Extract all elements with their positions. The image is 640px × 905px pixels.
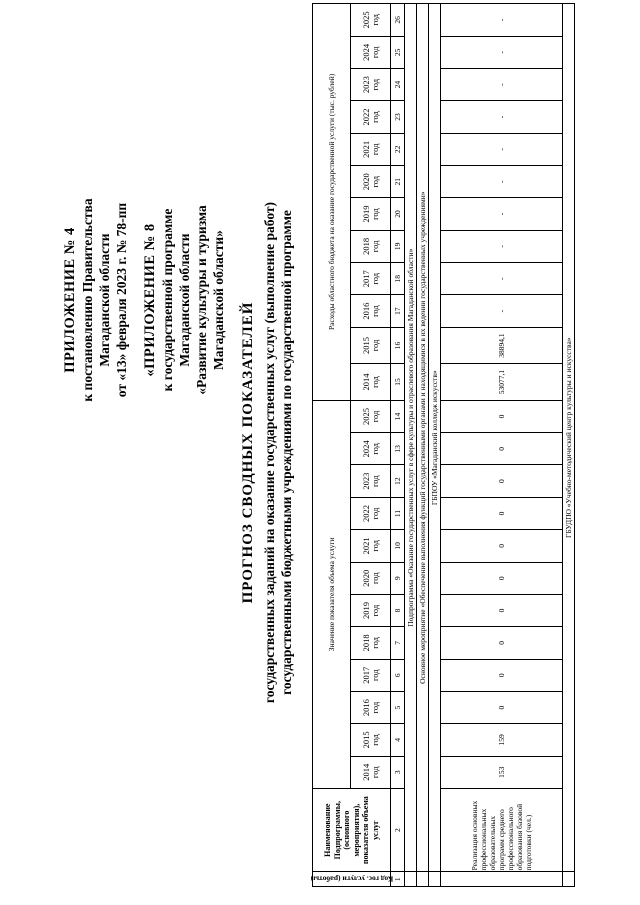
budget-year-header: 2021 год [351, 133, 391, 165]
budget-value: - [441, 198, 563, 230]
budget-year-header: 2020 год [351, 166, 391, 198]
heading-sub: государственными бюджетными учреждениями по государственной программе [279, 210, 294, 695]
institution-row: ГБУДПО «Учебно-методический центр культуры и искусства» [563, 4, 575, 872]
volume-value: 0 [441, 594, 563, 626]
institution-row: ГБПОУ «Магаданский колледж искусств» [429, 4, 441, 872]
indicator-name: Реализация основных профессиональных образовательных программ среднего профессионального образования базовой подготовки (чел.) [441, 788, 563, 871]
volume-year-header: 2017 год [351, 659, 391, 691]
budget-value: 38894,1 [441, 327, 563, 364]
appendix-title: ПРИЛОЖЕНИЕ № 4 [62, 227, 78, 373]
volume-year-header: 2015 год [351, 724, 391, 756]
volume-value: 0 [441, 497, 563, 529]
header-volume-group: Значение показателя объема услуги [313, 400, 351, 788]
budget-value: - [441, 166, 563, 198]
appendix-line: Магаданской области [97, 233, 112, 367]
volume-year-header: 2016 год [351, 691, 391, 723]
volume-value: 159 [441, 724, 563, 756]
column-number: 3 [391, 756, 405, 788]
header-name: Наименование Подпрограммы, (основного мероприятия), показателя объема услуг [313, 788, 391, 871]
appendix-line: «Развитие культуры и туризма [194, 205, 209, 395]
column-number: 23 [391, 101, 405, 133]
volume-value: 0 [441, 659, 563, 691]
volume-year-header: 2024 год [351, 433, 391, 465]
volume-year-header: 2020 год [351, 562, 391, 594]
budget-year-header: 2022 год [351, 101, 391, 133]
budget-value: - [441, 68, 563, 100]
column-number: 18 [391, 263, 405, 295]
volume-value: 0 [441, 562, 563, 594]
subprogram-row: Подпрограмма «Оказание государственных услуг в сфере культуры и отраслевого образования Магаданской области» [405, 4, 417, 872]
column-number: 6 [391, 659, 405, 691]
budget-year-header: 2014 год [351, 364, 391, 401]
budget-value: 53077,1 [441, 364, 563, 401]
column-number: 22 [391, 133, 405, 165]
header-budget-group: Расходы областного бюджета на оказание государственной услуги (тыс. рублей) [313, 4, 351, 401]
budget-year-header: 2023 год [351, 68, 391, 100]
volume-value: 0 [441, 465, 563, 497]
volume-year-header: 2025 год [351, 400, 391, 432]
column-number: 20 [391, 198, 405, 230]
volume-value: 0 [441, 433, 563, 465]
heading-main: ПРОГНОЗ СВОДНЫХ ПОКАЗАТЕЛЕЙ [240, 301, 256, 604]
column-number: 16 [391, 327, 405, 364]
volume-value: 0 [441, 691, 563, 723]
budget-year-header: 2019 год [351, 198, 391, 230]
appendix-line: Магаданской области [177, 233, 192, 367]
column-number: 19 [391, 230, 405, 262]
budget-year-header: 2018 год [351, 230, 391, 262]
volume-year-header: 2023 год [351, 465, 391, 497]
budget-year-header: 2025 год [351, 4, 391, 37]
column-number: 10 [391, 530, 405, 562]
appendix-line: Магаданской области» [211, 230, 226, 370]
column-number: 5 [391, 691, 405, 723]
budget-value: - [441, 36, 563, 68]
budget-value: - [441, 295, 563, 327]
column-number: 1 [391, 872, 405, 887]
budget-value: - [441, 133, 563, 165]
heading-sub: государственных заданий на оказание государственных услуг (выполнение работ) [262, 201, 277, 704]
budget-value: - [441, 263, 563, 295]
budget-year-header: 2017 год [351, 263, 391, 295]
budget-value: - [441, 4, 563, 37]
budget-value: - [441, 230, 563, 262]
column-number: 14 [391, 400, 405, 432]
appendix-header [62, 110, 227, 490]
budget-year-header: 2015 год [351, 327, 391, 364]
column-number: 13 [391, 433, 405, 465]
column-number: 25 [391, 36, 405, 68]
column-number: 15 [391, 364, 405, 401]
column-number: 7 [391, 627, 405, 659]
volume-year-header: 2021 год [351, 530, 391, 562]
column-number: 11 [391, 497, 405, 529]
volume-year-header: 2022 год [351, 497, 391, 529]
column-number: 2 [391, 788, 405, 871]
header-code: Код гос. услуги (работы) [313, 872, 391, 887]
volume-value: 153 [441, 756, 563, 788]
appendix-line: к государственной программе [160, 208, 175, 392]
volume-value: 0 [441, 400, 563, 432]
column-number: 9 [391, 562, 405, 594]
indicators-table [312, 3, 575, 887]
column-number: 8 [391, 594, 405, 626]
column-number: 4 [391, 724, 405, 756]
volume-year-header: 2014 год [351, 756, 391, 788]
appendix-line: к постановлению Правительства [80, 198, 95, 402]
main-event-row: Основное мероприятие «Обеспечение выполнения функций государственными органами и находящимися в их ведении государственных учреждениями» [417, 4, 429, 872]
budget-value: - [441, 101, 563, 133]
volume-year-header: 2018 год [351, 627, 391, 659]
inner-appendix-title: «ПРИЛОЖЕНИЕ № 8 [142, 223, 158, 377]
column-number: 12 [391, 465, 405, 497]
volume-year-header: 2019 год [351, 594, 391, 626]
appendix-line: от «13» февраля 2023 г. № 78-пп [114, 202, 129, 398]
budget-year-header: 2016 год [351, 295, 391, 327]
document-heading [240, 60, 295, 845]
column-number: 24 [391, 68, 405, 100]
column-number: 26 [391, 4, 405, 37]
column-number: 21 [391, 166, 405, 198]
column-number: 17 [391, 295, 405, 327]
volume-value: 0 [441, 627, 563, 659]
volume-value: 0 [441, 530, 563, 562]
budget-year-header: 2024 год [351, 36, 391, 68]
